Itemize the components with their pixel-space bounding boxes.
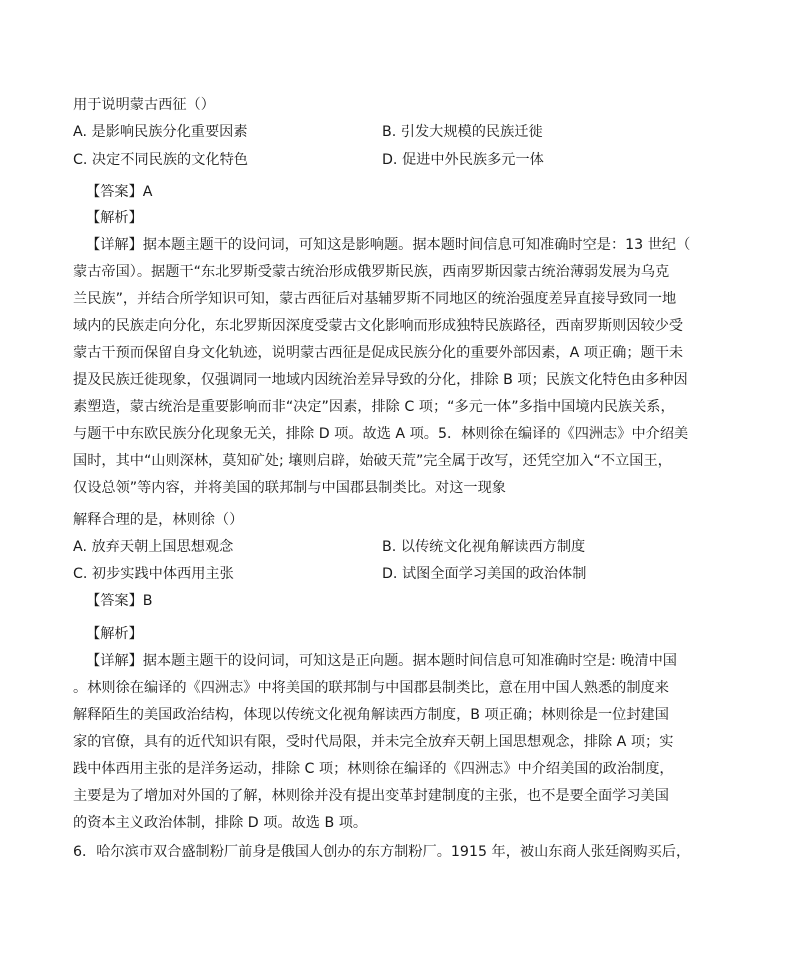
q4-option-a: A. 是影响民族分化重要因素 [73, 124, 248, 140]
q4-detail-line: 域内的民族走向分化，东北罗斯因深度受蒙古文化影响而形成独特民族路径，西南罗斯则因较少受 [73, 318, 684, 334]
q4-option-b: B. 引发大规模的民族迁徙 [382, 124, 543, 140]
q5-answer-label: 【答案】B [86, 593, 153, 609]
q5-detail-line: 践中体西用主张的是洋务运动，排除 C 项；林则徐在编译的《四洲志》中介绍美国的政治制度， [73, 761, 674, 777]
q5-option-a: A. 放弃天朝上国思想观念 [73, 539, 234, 555]
q5-option-b: B. 以传统文化视角解读西方制度 [382, 539, 586, 555]
q5-option-d: D. 试图全面学习美国的政治体制 [382, 566, 587, 582]
q4-detail-line: 素塑造，蒙古统治是重要影响而非“决定”因素，排除 C 项；“多元一体”多指中国境内民族关系， [73, 399, 675, 415]
q4-detail-line: 【详解】据本题主题干的设问词，可知这是影响题。据本题时间信息可知准确时空是：13 世纪（ [86, 237, 691, 253]
q4-option-d: D. 促进中外民族多元一体 [382, 152, 544, 168]
q5-detail-line: 的资本主义政治体制，排除 D 项。故选 B 项。 [73, 815, 368, 831]
q4-option-c: C. 决定不同民族的文化特色 [73, 152, 248, 168]
q5-detail-line: 解释陌生的美国政治结构，体现以传统文化视角解读西方制度，B 项正确；林则徐是一位封建国 [73, 707, 669, 723]
q5-option-c: C. 初步实践中体西用主张 [73, 566, 234, 582]
q4-detail-line: 仅设总领”等内容，并将美国的联邦制与中国郡县制类比。对这一现象 [73, 480, 506, 496]
q4-detail-line: 兰民族”，并结合所学知识可知，蒙古西征后对基辅罗斯不同地区的统治强度差异直接导致同一地 [73, 291, 677, 307]
q4-detail-line: 与题干中东欧民族分化现象无关，排除 D 项。故选 A 项。5．林则徐在编译的《四洲志》中介绍美 [73, 426, 689, 442]
q5-detail-line: 【详解】据本题主题干的设问词，可知这是正向题。据本题时间信息可知准确时空是: 晚清中国 [86, 653, 677, 669]
q5-analysis-label: 【解析】 [86, 626, 143, 642]
q5-detail-line: 家的官僚，具有的近代知识有限，受时代局限，并未完全放弃天朝上国思想观念，排除 A 项；实 [73, 734, 674, 750]
q4-detail-line: 提及民族迁徙现象，仅强调同一地域内因统治差异导致的分化，排除 B 项；民族文化特色由多种因 [73, 372, 688, 388]
q5-detail-line: 主要是为了增加对外国的了解，林则徐并没有提出变革封建制度的主张，也不是要全面学习美国 [73, 788, 669, 804]
q4-stem-tail: 用于说明蒙古西征（） [73, 97, 215, 113]
q6-stem-line: 6．哈尔滨市双合盛制粉厂前身是俄国人创办的东方制粉厂。1915 年，被山东商人张廷阁购买后， [73, 844, 691, 860]
q4-analysis-label: 【解析】 [86, 210, 143, 226]
q5-stem-tail: 解释合理的是，林则徐（） [73, 512, 244, 528]
q4-detail-line: 蒙古干预而保留自身文化轨迹，说明蒙古西征是促成民族分化的重要外部因素，A 项正确；题干未 [73, 345, 684, 361]
q4-detail-line: 国时，其中“山则深林，莫知矿处; 壤则启辟，始破天荒”完全属于改写，还凭空加入“不立国王， [73, 453, 672, 469]
q4-answer-label: 【答案】A [86, 184, 153, 200]
q4-detail-line: 蒙古帝国）。据题干“东北罗斯受蒙古统治形成俄罗斯民族，西南罗斯因蒙古统治薄弱发展为乌克 [73, 264, 670, 280]
q5-detail [73, 648, 726, 837]
q4-detail [73, 232, 726, 502]
q5-detail-line: 。林则徐在编译的《四洲志》中将美国的联邦制与中国郡县制类比，意在用中国人熟悉的制度来 [73, 680, 669, 696]
